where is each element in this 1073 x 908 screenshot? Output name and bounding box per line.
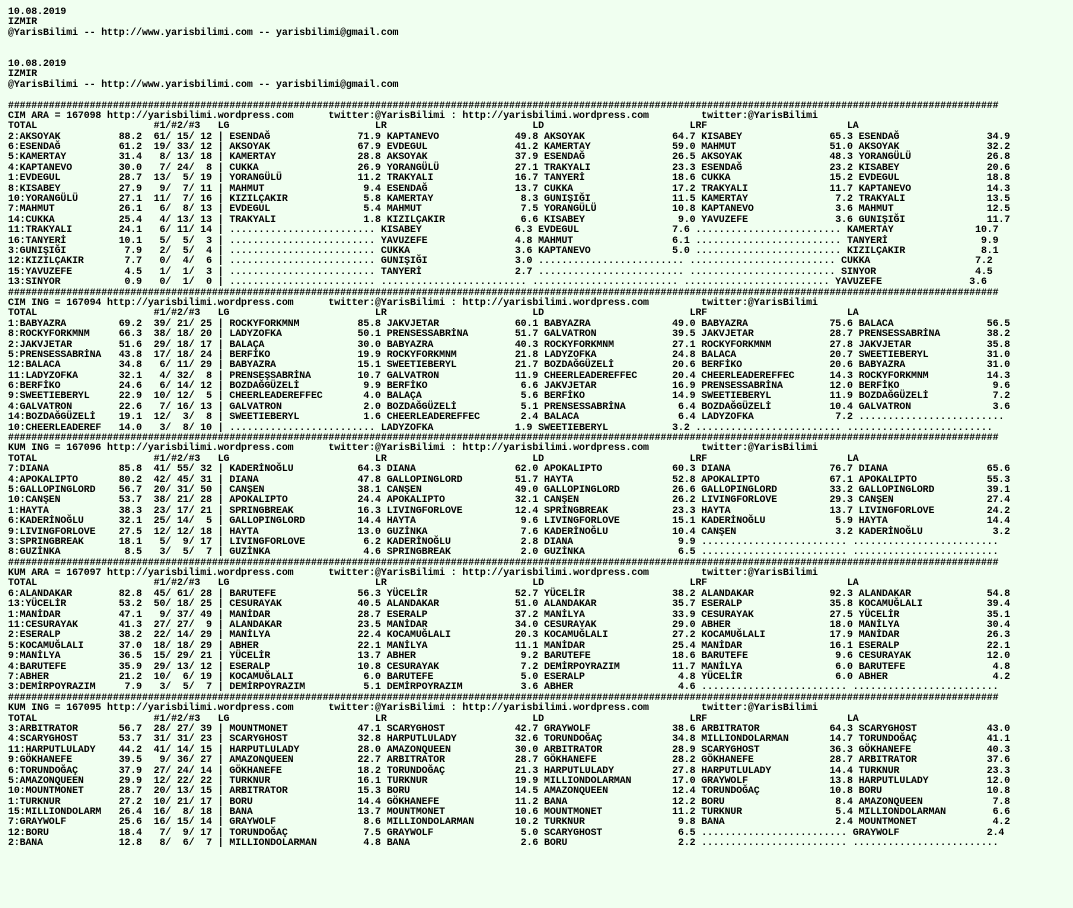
section-divider: ########################################################################################################################################################################## (8, 99, 999, 111)
city-line: IZMIR (8, 68, 38, 80)
column-header: TOTAL #1/#2/#3 LG LR LD LRF LA (8, 307, 859, 319)
table-row: 11:HARPUTLULADY 44.2 41/ 14/ 15 | HARPUTLULADY 28.0 AMAZONQUEEN 30.0 ARBITRATOR 28.9 SCARYGHOST 36.3 GÖKHANEFE 40.3 (8, 743, 1011, 755)
text-line (8, 38, 1073, 48)
date-line: 10.08.2019 (8, 57, 67, 69)
table-row: 4:GALVATRON 22.6 7/ 16/ 13 | GALVATRON 2.0 BOZDAĞGÜZELİ 5.1 PRENSESSABRİNA 6.4 BOZDAĞGÜZELİ 10.4 GALVATRON 3.6 (8, 400, 1011, 412)
table-row: 5:KOCAMUĞLALI 37.0 18/ 18/ 29 | ABHER 22.1 MANİLYA 11.1 MANİDAR 25.4 MANİDAR 16.1 ESERALP 22.1 (8, 639, 1011, 651)
table-row: 3:GUNIŞIĞI 7.9 2/ 5/ 4 | ......................... CUKKA 3.6 KAPTANEVO 5.0 ......................... KIZILÇAKIR 8.1 (8, 244, 999, 256)
city-line: IZMIR (8, 16, 38, 28)
table-row: 7:MAHMUT 26.1 6/ 8/ 13 | EVDEGUL 5.4 MAHMUT 7.5 YORANGÜLÜ 10.8 KAPTANEVO 3.6 MAHMUT 12.5 (8, 203, 1011, 215)
table-row: 6:ESENDAĞ 61.2 19/ 33/ 12 | AKSOYAK 67.9 EVDEGUL 41.2 KAMERTAY 59.0 MAHMUT 51.0 AKSOYAK 32.2 (8, 141, 1011, 153)
table-row: 9:GÖKHANEFE 39.5 9/ 36/ 27 | AMAZONQUEEN 22.7 ARBITRATOR 28.7 GÖKHANEFE 28.2 GÖKHANEFE 28.7 ARBITRATOR 37.6 (8, 754, 1011, 766)
text-line (8, 90, 1073, 100)
contact-line: @YarisBilimi -- http://www.yarisbilimi.com -- yarisbilimi@gmail.com (8, 26, 399, 38)
table-row: 15:YAVUZEFE 4.5 1/ 1/ 3 | ......................... TANYERİ 2.7 ......................... ......................... SINYOR 4.5 (8, 265, 993, 277)
table-row: 6:KADERİNOĞLU 32.1 25/ 14/ 5 | GALLOPINGLORD 14.4 HAYTA 9.6 LIVINGFORLOVE 15.1 KADERİNOĞLU 5.9 HAYTA 14.4 (8, 515, 1011, 527)
date-line: 10.08.2019 (8, 6, 67, 17)
table-row: 13:SINYOR 0.9 0/ 1/ 0 | ......................... ......................... ......................... ......................... YAVUZEFE 3.6 (8, 276, 987, 288)
race-header: CIM ARA = 167098 http://yarisbilimi.wordpress.com twitter:@YarisBilimi : http://yarisbilimi.wordpress.com twitter:@YarisBilimi (8, 109, 818, 121)
table-row: 6:TORUNDOĞAÇ 37.9 27/ 24/ 14 | GÖKHANEFE 18.2 TORUNDOĞAÇ 21.3 HARPUTLULADY 27.8 HARPUTLULADY 14.4 TURKNUR 23.3 (8, 764, 1011, 776)
table-row: 1:TURKNUR 27.2 10/ 21/ 17 | BORU 14.4 GÖKHANEFE 11.2 BANA 12.2 BORU 8.4 AMAZONQUEEN 7.8 (8, 795, 1011, 807)
table-row: 3:DEMİRPOYRAZIM 7.9 3/ 5/ 7 | DEMİRPOYRAZIM 5.1 DEMİRPOYRAZIM 3.6 ABHER 4.6 ......................... ......................... (8, 681, 999, 693)
table-row: 4:APOKALIPTO 80.2 42/ 45/ 31 | DIANA 47.8 GALLOPINGLORD 51.7 HAYTA 52.8 APOKALIPTO 67.1 APOKALIPTO 55.3 (8, 473, 1011, 485)
table-row: 11:TRAKYALI 24.1 6/ 11/ 14 | ......................... KISABEY 6.3 EVDEGUL 7.6 ......................... KAMERTAY 10.7 (8, 224, 999, 236)
contact-line: @YarisBilimi -- http://www.yarisbilimi.com -- yarisbilimi@gmail.com (8, 78, 399, 90)
race-header: KUM ING = 167095 http://yarisbilimi.wordpress.com twitter:@YarisBilimi : http://yarisbilimi.wordpress.com twitter:@YarisBilimi (8, 702, 818, 714)
table-row: 5:PRENSESSABRİNA 43.8 17/ 18/ 24 | BERFİKO 19.9 ROCKYFORKMNM 21.8 LADYZOFKA 24.8 BALACA 20.7 SWEETIEBERYL 31.0 (8, 348, 1011, 360)
table-row: 10:YORANGÜLÜ 27.1 11/ 7/ 16 | KIZILÇAKIR 5.8 KAMERTAY 8.3 GUNIŞIĞI 11.5 KAMERTAY 7.2 TRAKYALI 13.5 (8, 193, 1011, 205)
table-row: 3:SPRINGBREAK 18.1 5/ 9/ 17 | LIVINGFORLOVE 6.2 KADERİNOĞLU 2.8 DIANA 9.9 ......................... ......................... (8, 535, 999, 547)
table-row: 6:ALANDAKAR 82.8 45/ 61/ 28 | BARUTEFE 56.3 YÜCELİR 52.7 YÜCELİR 38.2 ALANDAKAR 92.3 ALANDAKAR 54.8 (8, 587, 1011, 599)
table-row: 12:KIZILÇAKIR 7.7 0/ 4/ 6 | ......................... GUNIŞIĞI 3.0 ......................... ......................... CUKKA 7.2 (8, 255, 993, 267)
table-row: 4:KAPTANEVO 30.0 7/ 24/ 8 | CUKKA 26.9 YORANGÜLÜ 27.1 TRAKYALI 23.3 ESENDAĞ 23.2 KISABEY 20.6 (8, 161, 1011, 173)
table-row: 10:CANŞEN 53.7 38/ 21/ 28 | APOKALIPTO 24.4 APOKALIPTO 32.1 CANŞEN 26.2 LIVINGFORLOVE 29.3 CANŞEN 27.4 (8, 494, 1011, 506)
table-row: 1:MANİDAR 47.1 9/ 37/ 49 | MANİDAR 28.7 ESERALP 37.2 MANİLYA 33.9 CESURAYAK 27.5 YÜCELİR 35.1 (8, 608, 1011, 620)
table-row: 2:ESERALP 38.2 22/ 14/ 29 | MANİLYA 22.4 KOCAMUĞLALI 20.3 KOCAMUĞLALI 27.2 KOCAMUĞLALI 17.9 MANİDAR 26.3 (8, 629, 1011, 641)
table-row: 8:ROCKYFORKMNM 66.3 38/ 18/ 20 | LADYZOFKA 50.1 PRENSESSABRİNA 51.7 GALVATRON 39.5 JAKVJETAR 28.7 PRENSESSABRİNA 38.2 (8, 328, 1011, 340)
section-divider: ########################################################################################################################################################################## (8, 286, 999, 298)
table-row: 9:MANİLYA 36.5 15/ 29/ 21 | YÜCELİR 13.7 ABHER 9.2 BARUTEFE 18.6 BARUTEFE 9.6 CESURAYAK 12.0 (8, 650, 1011, 662)
table-row: 14:BOZDAĞGÜZELİ 19.1 12/ 3/ 8 | SWEETIEBERYL 1.6 CHEERLEADEREFFEC 2.4 BALACA 6.4 LADYZOFKA 7.2 ......................... (8, 411, 1005, 423)
table-row: 9:LIVINGFORLOVE 27.5 12/ 12/ 18 | HAYTA 13.0 GUZİNKA 7.6 KADERİNOĞLU 10.4 CANŞEN 3.2 KADERİNOĞLU 3.2 (8, 525, 1011, 537)
table-row: 3:ARBITRATOR 56.7 28/ 27/ 39 | MOUNTMONET 47.1 SCARYGHOST 42.7 GRAYWOLF 38.6 ARBITRATOR 64.3 SCARYGHOST 43.0 (8, 722, 1011, 734)
table-row: 14:CUKKA 25.4 4/ 13/ 13 | TRAKYALI 1.8 KIZILÇAKIR 6.6 KISABEY 9.0 YAVUZEFE 3.6 GUNIŞIĞI 11.7 (8, 213, 1011, 225)
table-row: 6:BERFİKO 24.6 6/ 14/ 12 | BOZDAĞGÜZELİ 9.9 BERFİKO 6.6 JAKVJETAR 16.9 PRENSESSABRİNA 12.0 BERFİKO 9.6 (8, 380, 1011, 392)
table-row: 2:BANA 12.8 8/ 6/ 7 | MILLIONDOLARMAN 4.8 BANA 2.6 BORU 2.2 ......................... ......................... (8, 837, 999, 849)
section-divider: ########################################################################################################################################################################## (8, 556, 999, 568)
table-row: 1:BABYAZRA 69.2 39/ 21/ 25 | ROCKYFORKMNM 85.8 JAKVJETAR 60.1 BABYAZRA 49.0 BABYAZRA 75.6 BALACA 56.5 (8, 317, 1011, 329)
table-row: 13:YÜCELİR 53.2 50/ 18/ 25 | CESURAYAK 40.5 ALANDAKAR 51.0 ALANDAKAR 35.7 ESERALP 35.8 KOCAMUĞLALI 39.4 (8, 598, 1011, 610)
race-header: KUM ARA = 167097 http://yarisbilimi.wordpress.com twitter:@YarisBilimi : http://yarisbilimi.wordpress.com twitter:@YarisBilimi (8, 567, 818, 579)
text-line (8, 49, 1073, 59)
race-header: CIM ING = 167094 http://yarisbilimi.wordpress.com twitter:@YarisBilimi : http://yarisbilimi.wordpress.com twitter:@YarisBilimi (8, 296, 818, 308)
table-row: 8:GUZİNKA 8.5 3/ 5/ 7 | GUZİNKA 4.6 SPRINGBREAK 2.0 GUZİNKA 6.5 ......................... ......................... (8, 546, 999, 558)
table-row: 11:LADYZOFKA 32.1 4/ 32/ 8 | PRENSEŞSABRİNA 10.7 GALVATRON 11.9 CHEERLEADEREFFEC 20.4 CHEERLEADEREFFEC 14.3 ROCKYFORKMNM 14.3 (8, 369, 1011, 381)
table-row: 4:BARUTEFE 35.9 29/ 13/ 12 | ESERALP 10.8 CESURAYAK 7.2 DEMİRPOYRAZIM 11.7 MANİLYA 6.0 BARUTEFE 4.8 (8, 660, 1011, 672)
table-row: 8:KISABEY 27.9 9/ 7/ 11 | MAHMUT 9.4 ESENDAĞ 13.7 CUKKA 17.2 TRAKYALI 11.7 KAPTANEVO 14.3 (8, 182, 1011, 194)
table-row: 5:KAMERTAY 31.4 8/ 13/ 18 | KAMERTAY 28.8 AKSOYAK 37.9 ESENDAĞ 26.5 AKSOYAK 48.3 YORANGÜLÜ 26.8 (8, 151, 1011, 163)
table-row: 15:MILLIONDOLARM 26.4 16/ 8/ 18 | BANA 13.7 MOUNTMONET 10.6 MOUNTMONET 11.2 TURKNUR 5.4 MILLIONDOLARMAN 6.6 (8, 806, 1011, 818)
section-divider: ########################################################################################################################################################################## (8, 432, 999, 444)
column-header: TOTAL #1/#2/#3 LG LR LD LRF LA (8, 452, 859, 464)
table-row: 12:BALACA 34.8 6/ 11/ 29 | BABYAZRA 15.1 SWEETIEBERYL 21.7 BOZDAĞGÜZELİ 20.6 BERFİKO 20.6 BABYAZRA 31.0 (8, 359, 1011, 371)
column-header: TOTAL #1/#2/#3 LG LR LD LRF LA (8, 120, 859, 132)
table-row: 10:MOUNTMONET 28.7 20/ 13/ 15 | ARBITRATOR 15.3 BORU 14.5 AMAZONQUEEN 12.4 TORUNDOĞAÇ 10.8 BORU 10.8 (8, 785, 1011, 797)
table-row: 7:GRAYWOLF 25.6 16/ 15/ 14 | GRAYWOLF 8.6 MILLIONDOLARMAN 10.2 TURKNUR 9.8 BANA 2.4 MOUNTMONET 4.2 (8, 816, 1011, 828)
table-row: 7:DIANA 85.8 41/ 55/ 32 | KADERİNOĞLU 64.3 DIANA 62.0 APOKALIPTO 60.3 DIANA 76.7 DIANA 65.6 (8, 463, 1011, 475)
table-row: 11:CESURAYAK 41.3 27/ 27/ 9 | ALANDAKAR 23.5 MANİDAR 34.0 CESURAYAK 29.0 ABHER 18.0 MANİLYA 30.4 (8, 619, 1011, 631)
column-header: TOTAL #1/#2/#3 LG LR LD LRF LA (8, 577, 859, 589)
table-row: 2:JAKVJETAR 51.6 29/ 18/ 17 | BALAÇA 30.0 BABYAZRA 40.3 ROCKYFORKMNM 27.1 ROCKYFORKMNM 27.8 JAKVJETAR 35.8 (8, 338, 1011, 350)
table-row: 1:HAYTA 38.3 23/ 17/ 21 | SPRINGBREAK 16.3 LIVINGFORLOVE 12.4 SPRİNGBREAK 23.3 HAYTA 13.7 LIVINGFORLOVE 24.2 (8, 504, 1011, 516)
column-header: TOTAL #1/#2/#3 LG LR LD LRF LA (8, 712, 859, 724)
table-row: 4:SCARYGHOST 53.7 31/ 31/ 23 | SCARYGHOST 32.8 HARPUTLULADY 32.6 TORUNDOĞAÇ 34.8 MILLIONDOLARMAN 14.7 TORUNDOĞAÇ 41.1 (8, 733, 1011, 745)
table-row: 9:SWEETIEBERYL 22.9 10/ 12/ 5 | CHEERLEADEREFFEC 4.0 BALAÇA 5.6 BERFİKO 14.9 SWEETIEBERYL 11.9 BOZDAĞGÜZELİ 7.2 (8, 390, 1011, 402)
table-row: 5:GALLOPINGLORD 56.7 20/ 31/ 50 | CANŞEN 38.1 CANŞEN 49.0 GALLOPINGLORD 26.6 GALLOPINGLORD 33.2 GALLOPINGLORD 39.1 (8, 483, 1011, 495)
table-row: 10:CHEERLEADEREF 14.0 3/ 8/ 10 | ......................... LADYZOFKA 1.9 SWEETIEBERYL 3.2 ......................... ......................... (8, 421, 993, 433)
table-row: 2:AKSOYAK 88.2 61/ 15/ 12 | ESENDAĞ 71.9 KAPTANEVO 49.8 AKSOYAK 64.7 KISABEY 65.3 ESENDAĞ 34.9 (8, 130, 1011, 142)
table-row: 7:ABHER 21.2 10/ 6/ 19 | KOCAMUĞLALI 6.0 BARUTEFE 5.0 ESERALP 4.8 YÜCELİR 6.0 ABHER 4.2 (8, 671, 1011, 682)
table-row: 5:AMAZONQUEEN 29.9 12/ 22/ 22 | TURKNUR 16.1 TURKNUR 19.9 MILLIONDOLARMAN 17.0 GRAYWOLF 13.8 HARPUTLULADY 12.0 (8, 774, 1011, 786)
race-header: KUM ING = 167096 http://yarisbilimi.wordpress.com twitter:@YarisBilimi : http://yarisbilimi.wordpress.com twitter:@YarisBilimi (8, 442, 818, 454)
table-row: 1:EVDEGUL 28.7 13/ 5/ 19 | YORANGÜLÜ 11.2 TRAKYALI 16.7 TANYERİ 18.6 CUKKA 15.2 EVDEGUL 18.8 (8, 172, 1011, 184)
table-row: 12:BORU 18.4 7/ 9/ 17 | TORUNDOĞAÇ 7.5 GRAYWOLF 5.0 SCARYGHOST 6.5 ......................... GRAYWOLF 2.4 (8, 826, 1005, 838)
section-divider: ########################################################################################################################################################################## (8, 691, 999, 703)
table-row: 16:TANYERİ 10.1 5/ 5/ 3 | ......................... YAVUZEFE 4.8 MAHMUT 6.1 ......................... TANYERİ 9.9 (8, 234, 999, 246)
